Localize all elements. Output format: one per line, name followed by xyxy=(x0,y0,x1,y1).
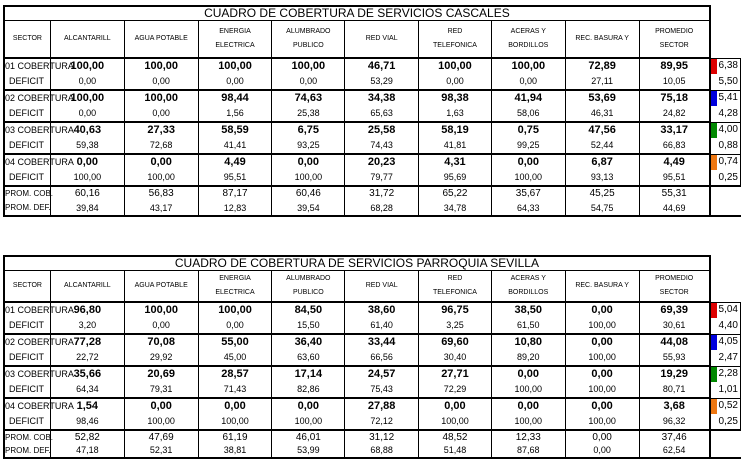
deficit-value: 15,50 xyxy=(272,318,345,334)
prom-def-value: 54,75 xyxy=(565,201,639,216)
coverage-value: 0,00 xyxy=(565,366,639,382)
coverage-value: 0,00 xyxy=(272,154,345,170)
prom-cob-value: 12,33 xyxy=(491,430,565,444)
coverage-value: 4,31 xyxy=(419,154,492,170)
prom-def-value: 68,88 xyxy=(345,444,419,458)
prom-def-value: 38,81 xyxy=(198,444,272,458)
deficit-value: 65,63 xyxy=(345,106,419,122)
prom-def-value: 68,28 xyxy=(345,201,419,216)
deficit-value: 64,34 xyxy=(50,382,124,398)
deficit-value: 100,00 xyxy=(565,382,639,398)
column-header: ALUMBRADO PUBLICO xyxy=(272,20,345,58)
sector-color-bar xyxy=(711,59,717,75)
prom-cob-value: 52,82 xyxy=(50,430,124,444)
deficit-value: 93,25 xyxy=(272,138,345,154)
prom-cob-label: PROM. COB. xyxy=(4,430,50,444)
coverage-value: 44,08 xyxy=(639,334,710,350)
deficit-value: 55,93 xyxy=(639,350,710,366)
prom-cob-value: 56,83 xyxy=(124,186,198,201)
deficit-label: DEFICIT xyxy=(4,414,50,430)
prom-def-value: 53,99 xyxy=(272,444,345,458)
coverage-value: 98,38 xyxy=(419,90,492,106)
prom-def-value: 87,68 xyxy=(491,444,565,458)
deficit-label: DEFICIT xyxy=(4,74,50,90)
column-header: RED TELEFONICA xyxy=(419,270,492,302)
deficit-value: 74,43 xyxy=(345,138,419,154)
side-value: 1,01 xyxy=(710,382,741,398)
prom-cob-value: 37,46 xyxy=(639,430,710,444)
column-header: ENERGIA ELECTRICA xyxy=(198,20,272,58)
coverage-value: 0,00 xyxy=(198,398,272,414)
coverage-value: 72,89 xyxy=(565,58,639,74)
prom-cob-value: 47,69 xyxy=(124,430,198,444)
side-value: 0,25 xyxy=(710,170,741,186)
column-header: ACERAS Y BORDILLOS xyxy=(491,270,565,302)
coverage-value: 36,40 xyxy=(272,334,345,350)
sector-label: 01 COBERTURA xyxy=(4,58,50,74)
deficit-value: 25,38 xyxy=(272,106,345,122)
coverage-value: 100,00 xyxy=(419,58,492,74)
prom-def-value: 51,48 xyxy=(419,444,492,458)
sector-color-bar xyxy=(711,303,717,319)
coverage-value: 34,38 xyxy=(345,90,419,106)
prom-def-label: PROM. DEF. xyxy=(4,444,50,458)
blank-cell xyxy=(710,430,741,444)
deficit-value: 82,86 xyxy=(272,382,345,398)
deficit-value: 100,00 xyxy=(491,414,565,430)
coverage-value: 47,56 xyxy=(565,122,639,138)
coverage-value: 69,39 xyxy=(639,302,710,318)
coverage-value: 98,44 xyxy=(198,90,272,106)
deficit-value: 75,43 xyxy=(345,382,419,398)
side-value: 5,04 xyxy=(710,302,741,318)
deficit-value: 46,31 xyxy=(565,106,639,122)
column-header: ENERGIA ELECTRICA xyxy=(198,270,272,302)
deficit-value: 100,00 xyxy=(272,170,345,186)
deficit-value: 93,13 xyxy=(565,170,639,186)
column-header: ACERAS Y BORDILLOS xyxy=(491,20,565,58)
coverage-value: 58,19 xyxy=(419,122,492,138)
deficit-value: 100,00 xyxy=(198,414,272,430)
deficit-value: 63,60 xyxy=(272,350,345,366)
coverage-value: 96,75 xyxy=(419,302,492,318)
coverage-value: 1,54 xyxy=(50,398,124,414)
coverage-value: 38,60 xyxy=(345,302,419,318)
prom-def-value: 34,78 xyxy=(419,201,492,216)
prom-cob-value: 65,22 xyxy=(419,186,492,201)
side-value: 0,25 xyxy=(710,414,741,430)
coverage-value: 19,29 xyxy=(639,366,710,382)
coverage-value: 0,00 xyxy=(50,154,124,170)
deficit-value: 95,51 xyxy=(639,170,710,186)
blank-cell xyxy=(710,256,741,270)
deficit-value: 79,77 xyxy=(345,170,419,186)
column-header: ALCANTARILL xyxy=(50,270,124,302)
coverage-value: 38,50 xyxy=(491,302,565,318)
coverage-value: 100,00 xyxy=(272,58,345,74)
coverage-value: 0,00 xyxy=(491,366,565,382)
column-header: RED VIAL xyxy=(345,20,419,58)
deficit-value: 58,06 xyxy=(491,106,565,122)
deficit-value: 100,00 xyxy=(124,414,198,430)
coverage-value: 0,00 xyxy=(565,302,639,318)
coverage-value: 100,00 xyxy=(124,58,198,74)
deficit-value: 100,00 xyxy=(491,382,565,398)
deficit-value: 100,00 xyxy=(565,350,639,366)
column-header: REC. BASURA Y xyxy=(565,20,639,58)
deficit-value: 61,50 xyxy=(491,318,565,334)
coverage-value: 0,00 xyxy=(124,154,198,170)
deficit-value: 100,00 xyxy=(565,414,639,430)
deficit-value: 0,00 xyxy=(124,318,198,334)
coverage-value: 69,60 xyxy=(419,334,492,350)
prom-cob-value: 46,01 xyxy=(272,430,345,444)
sector-label: 04 COBERTURA xyxy=(4,154,50,170)
deficit-value: 96,32 xyxy=(639,414,710,430)
coverage-value: 75,18 xyxy=(639,90,710,106)
deficit-value: 100,00 xyxy=(272,414,345,430)
deficit-value: 22,72 xyxy=(50,350,124,366)
column-header: SECTOR xyxy=(4,20,50,58)
coverage-value: 74,63 xyxy=(272,90,345,106)
prom-cob-value: 0,00 xyxy=(565,430,639,444)
prom-cob-value: 48,52 xyxy=(419,430,492,444)
blank-cell xyxy=(710,20,741,58)
coverage-value: 84,50 xyxy=(272,302,345,318)
deficit-value: 3,25 xyxy=(419,318,492,334)
sector-color-bar xyxy=(711,91,717,107)
sector-label: 03 COBERTURA xyxy=(4,122,50,138)
deficit-value: 0,00 xyxy=(198,318,272,334)
coverage-value: 100,00 xyxy=(491,58,565,74)
deficit-value: 3,20 xyxy=(50,318,124,334)
side-value: 0,88 xyxy=(710,138,741,154)
prom-cob-value: 87,17 xyxy=(198,186,272,201)
prom-def-value: 44,69 xyxy=(639,201,710,216)
column-header: ALUMBRADO PUBLICO xyxy=(272,270,345,302)
coverage-value: 4,49 xyxy=(639,154,710,170)
deficit-value: 0,00 xyxy=(491,74,565,90)
deficit-value: 30,40 xyxy=(419,350,492,366)
column-header: AGUA POTABLE xyxy=(124,270,198,302)
coverage-value: 100,00 xyxy=(50,58,124,74)
blank-cell xyxy=(710,6,741,20)
cascales-coverage-table xyxy=(3,5,741,217)
coverage-value: 89,95 xyxy=(639,58,710,74)
coverage-value: 0,00 xyxy=(272,398,345,414)
deficit-value: 95,51 xyxy=(198,170,272,186)
deficit-value: 0,00 xyxy=(50,74,124,90)
deficit-value: 30,61 xyxy=(639,318,710,334)
sector-color-bar xyxy=(711,399,717,415)
coverage-value: 53,69 xyxy=(565,90,639,106)
coverage-value: 0,00 xyxy=(565,398,639,414)
deficit-value: 0,00 xyxy=(124,106,198,122)
deficit-value: 1,63 xyxy=(419,106,492,122)
coverage-value: 27,88 xyxy=(345,398,419,414)
side-value: 4,40 xyxy=(710,318,741,334)
deficit-value: 29,92 xyxy=(124,350,198,366)
coverage-value: 0,00 xyxy=(565,334,639,350)
sector-label: 04 COBERTURA xyxy=(4,398,50,414)
deficit-value: 41,41 xyxy=(198,138,272,154)
coverage-value: 6,87 xyxy=(565,154,639,170)
side-value: 4,05 xyxy=(710,334,741,350)
coverage-value: 4,49 xyxy=(198,154,272,170)
deficit-value: 72,68 xyxy=(124,138,198,154)
side-value: 6,38 xyxy=(710,58,741,74)
sector-label: 02 COBERTURA xyxy=(4,334,50,350)
deficit-value: 71,43 xyxy=(198,382,272,398)
prom-def-value: 39,84 xyxy=(50,201,124,216)
prom-def-value: 39,54 xyxy=(272,201,345,216)
deficit-value: 98,46 xyxy=(50,414,124,430)
coverage-value: 25,58 xyxy=(345,122,419,138)
coverage-value: 46,71 xyxy=(345,58,419,74)
deficit-value: 99,25 xyxy=(491,138,565,154)
coverage-value: 33,17 xyxy=(639,122,710,138)
deficit-value: 0,00 xyxy=(419,74,492,90)
sector-color-bar xyxy=(711,123,717,139)
prom-cob-value: 45,25 xyxy=(565,186,639,201)
side-value: 2,28 xyxy=(710,366,741,382)
side-value: 2,47 xyxy=(710,350,741,366)
deficit-value: 80,71 xyxy=(639,382,710,398)
side-value: 0,52 xyxy=(710,398,741,414)
coverage-value: 27,71 xyxy=(419,366,492,382)
sector-label: 02 COBERTURA xyxy=(4,90,50,106)
coverage-value: 6,75 xyxy=(272,122,345,138)
deficit-value: 100,00 xyxy=(50,170,124,186)
coverage-value: 41,94 xyxy=(491,90,565,106)
deficit-value: 0,00 xyxy=(198,74,272,90)
coverage-value: 0,75 xyxy=(491,122,565,138)
coverage-value: 0,00 xyxy=(491,154,565,170)
deficit-label: DEFICIT xyxy=(4,318,50,334)
prom-def-value: 64,33 xyxy=(491,201,565,216)
deficit-value: 24,82 xyxy=(639,106,710,122)
prom-def-value: 52,31 xyxy=(124,444,198,458)
column-header: ALCANTARILL xyxy=(50,20,124,58)
prom-cob-value: 55,31 xyxy=(639,186,710,201)
coverage-value: 10,80 xyxy=(491,334,565,350)
side-value: 4,00 xyxy=(710,122,741,138)
column-header: RED TELEFONICA xyxy=(419,20,492,58)
coverage-value: 24,57 xyxy=(345,366,419,382)
coverage-value: 35,66 xyxy=(50,366,124,382)
side-value: 5,50 xyxy=(710,74,741,90)
column-header: PROMEDIO SECTOR xyxy=(639,270,710,302)
prom-cob-value: 60,46 xyxy=(272,186,345,201)
column-header: AGUA POTABLE xyxy=(124,20,198,58)
coverage-value: 0,00 xyxy=(419,398,492,414)
coverage-value: 28,57 xyxy=(198,366,272,382)
coverage-value: 96,80 xyxy=(50,302,124,318)
blank-cell xyxy=(710,186,741,201)
prom-cob-value: 60,16 xyxy=(50,186,124,201)
prom-cob-value: 61,19 xyxy=(198,430,272,444)
deficit-value: 72,29 xyxy=(419,382,492,398)
coverage-value: 20,69 xyxy=(124,366,198,382)
sector-color-bar xyxy=(711,155,717,171)
blank-cell xyxy=(710,444,741,458)
table-title: CUADRO DE COBERTURA DE SERVICIOS PARROQUIA SEVILLA xyxy=(4,256,710,270)
column-header: RED VIAL xyxy=(345,270,419,302)
deficit-label: DEFICIT xyxy=(4,138,50,154)
deficit-value: 1,56 xyxy=(198,106,272,122)
deficit-value: 0,00 xyxy=(124,74,198,90)
coverage-value: 58,59 xyxy=(198,122,272,138)
deficit-label: DEFICIT xyxy=(4,382,50,398)
coverage-value: 0,00 xyxy=(491,398,565,414)
deficit-value: 61,40 xyxy=(345,318,419,334)
deficit-value: 72,12 xyxy=(345,414,419,430)
deficit-value: 100,00 xyxy=(419,414,492,430)
deficit-value: 0,00 xyxy=(50,106,124,122)
column-header: REC. BASURA Y xyxy=(565,270,639,302)
deficit-value: 95,69 xyxy=(419,170,492,186)
blank-cell xyxy=(710,270,741,302)
coverage-value: 100,00 xyxy=(198,58,272,74)
coverage-value: 100,00 xyxy=(124,302,198,318)
sector-label: 01 COBERTURA xyxy=(4,302,50,318)
sector-label: 03 COBERTURA xyxy=(4,366,50,382)
prom-def-value: 43,17 xyxy=(124,201,198,216)
coverage-value: 40,63 xyxy=(50,122,124,138)
prom-cob-value: 31,12 xyxy=(345,430,419,444)
sector-color-bar xyxy=(711,335,717,351)
column-header: PROMEDIO SECTOR xyxy=(639,20,710,58)
prom-def-value: 12,83 xyxy=(198,201,272,216)
sector-color-bar xyxy=(711,367,717,383)
deficit-value: 53,29 xyxy=(345,74,419,90)
deficit-label: DEFICIT xyxy=(4,350,50,366)
deficit-value: 52,44 xyxy=(565,138,639,154)
sevilla-coverage-table xyxy=(3,255,741,459)
coverage-value: 77,28 xyxy=(50,334,124,350)
deficit-value: 0,00 xyxy=(272,74,345,90)
deficit-label: DEFICIT xyxy=(4,106,50,122)
deficit-value: 45,00 xyxy=(198,350,272,366)
coverage-value: 3,68 xyxy=(639,398,710,414)
side-value: 4,28 xyxy=(710,106,741,122)
prom-def-value: 0,00 xyxy=(565,444,639,458)
prom-cob-value: 31,72 xyxy=(345,186,419,201)
deficit-value: 41,81 xyxy=(419,138,492,154)
deficit-value: 66,83 xyxy=(639,138,710,154)
coverage-value: 100,00 xyxy=(198,302,272,318)
blank-cell xyxy=(710,201,741,216)
deficit-value: 66,56 xyxy=(345,350,419,366)
coverage-value: 100,00 xyxy=(50,90,124,106)
deficit-value: 79,31 xyxy=(124,382,198,398)
deficit-value: 59,38 xyxy=(50,138,124,154)
prom-cob-label: PROM. COB. xyxy=(4,186,50,201)
side-value: 0,74 xyxy=(710,154,741,170)
deficit-label: DEFICIT xyxy=(4,170,50,186)
coverage-value: 27,33 xyxy=(124,122,198,138)
coverage-value: 33,44 xyxy=(345,334,419,350)
deficit-value: 27,11 xyxy=(565,74,639,90)
table-title: CUADRO DE COBERTURA DE SERVICIOS CASCALES xyxy=(4,6,710,20)
coverage-value: 70,08 xyxy=(124,334,198,350)
prom-def-value: 62,54 xyxy=(639,444,710,458)
prom-cob-value: 35,67 xyxy=(491,186,565,201)
coverage-value: 100,00 xyxy=(124,90,198,106)
coverage-value: 17,14 xyxy=(272,366,345,382)
coverage-value: 0,00 xyxy=(124,398,198,414)
deficit-value: 100,00 xyxy=(124,170,198,186)
side-value: 5,41 xyxy=(710,90,741,106)
column-header: SECTOR xyxy=(4,270,50,302)
deficit-value: 100,00 xyxy=(565,318,639,334)
prom-def-value: 47,18 xyxy=(50,444,124,458)
deficit-value: 100,00 xyxy=(491,170,565,186)
coverage-value: 20,23 xyxy=(345,154,419,170)
deficit-value: 10,05 xyxy=(639,74,710,90)
prom-def-label: PROM. DEF. xyxy=(4,201,50,216)
deficit-value: 89,20 xyxy=(491,350,565,366)
coverage-value: 55,00 xyxy=(198,334,272,350)
